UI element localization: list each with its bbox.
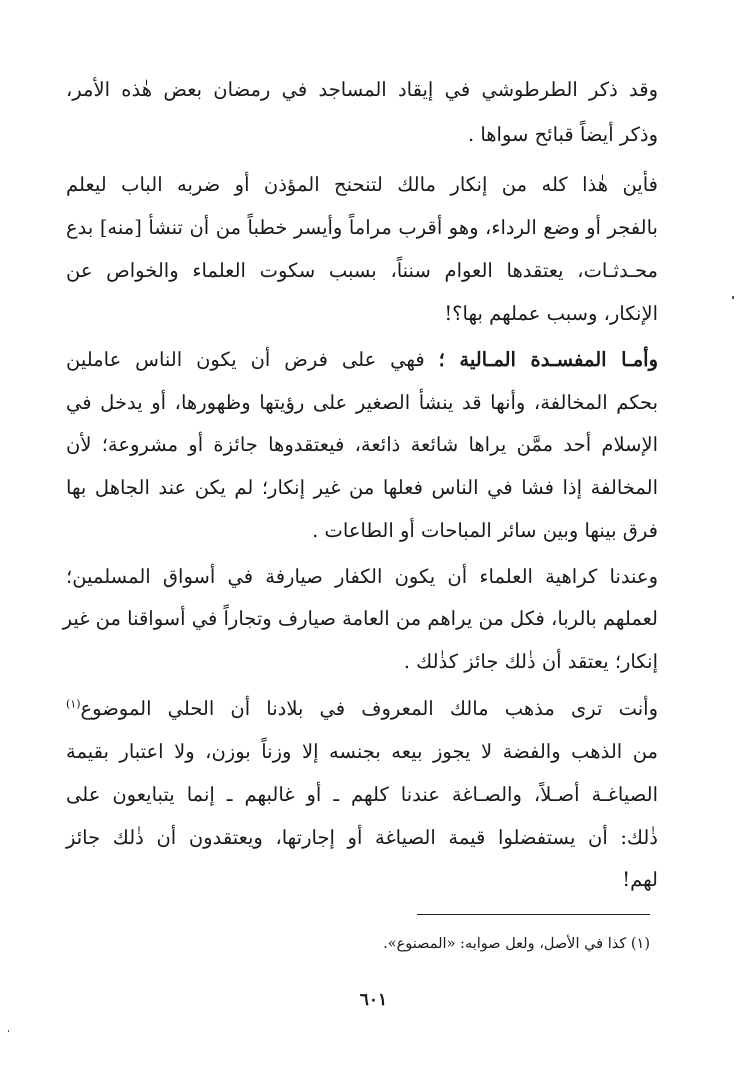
text-line	[66, 346, 658, 374]
text-line: الإنكار، وسبب عملهم بها؟!	[444, 302, 658, 325]
text-line: المخالفة إذا فشا في الناس فعلها من غير إنكار؛ لم يكن عند الجاهل بها	[66, 476, 658, 499]
text-line: بالفجر أو وضع الرداء، وهو أقرب مراماً وأيسر خطباً من أن تنشأ [منه] بدع	[66, 216, 658, 239]
text-run: فهي على فرض أن يكون الناس عاملين	[66, 348, 425, 371]
text-line: فأين هٰذا كله من إنكار مالك لتنحنح المؤذن أو ضربه الباب ليعلم	[66, 173, 658, 196]
footnote	[90, 933, 650, 955]
text-line: بحكم المخالفة، وأنها قد ينشأ الصغير على رؤيتها وظهورها، أو يدخل في	[66, 391, 658, 414]
text-line	[66, 695, 658, 723]
section-heading: وأمـا المفسـدة المـالية ؛	[438, 348, 659, 371]
footnote-divider	[417, 914, 650, 915]
footnote-reference[interactable]: (١)	[66, 697, 81, 711]
text-line: وقد ذكر الطرطوشي في إيقاد المساجد في رمضان بعض هٰذه الأمر،	[66, 78, 658, 101]
text-line: محـدثـات، يعتقدها العوام سنناً، بسبب سكوت العلماء والخواص عن	[66, 259, 658, 282]
page-number: ٦٠١	[359, 990, 388, 1010]
text-line: الإسلام أحد ممَّن يراها شائعة ذائعة، فيعتقدوها جائزة أو مشروعة؛ لأن	[66, 433, 658, 456]
text-line: وعندنا كراهية العلماء أن يكون الكفار صيارفة في أسواق المسلمين؛	[66, 565, 658, 588]
footnote-marker: (١)	[630, 936, 650, 952]
text-line: لعملهم بالربا، فكل من يراهم من العامة صيارف وتجاراً في أسواقنا من غير	[62, 607, 658, 630]
scan-speck	[732, 296, 734, 299]
text-line: لهم!	[622, 868, 658, 891]
footnote-text: كذا في الأصل، ولعل صوابه: «المصنوع».	[383, 936, 627, 952]
text-line: وذكر أيضاً قبائح سواها .	[467, 123, 658, 146]
text-line: الصياغـة أصـلاً، والصـاغة عندنا كلهم ـ أو غالبهم ـ إنما يتبايعون على	[66, 783, 658, 806]
text-line: ذٰلك: أن يستفضلوا قيمة الصياغة أو إجارتها، ويعتقدون أن ذٰلك جائز	[66, 826, 658, 849]
text-line: فرق بينها وبين سائر المباحات أو الطاعات .	[312, 519, 658, 542]
text-line: إنكار؛ يعتقد أن ذٰلك جائز كذٰلك .	[403, 650, 658, 673]
scan-speck	[8, 1030, 9, 1032]
text-run: وأنت ترى مذهب مالك المعروف في بلادنا أن الحلي الموضوع	[80, 697, 658, 720]
text-line: من الذهب والفضة لا يجوز بيعه بجنسه إلا وزناً بوزن، ولا اعتبار بقيمة	[66, 740, 658, 763]
